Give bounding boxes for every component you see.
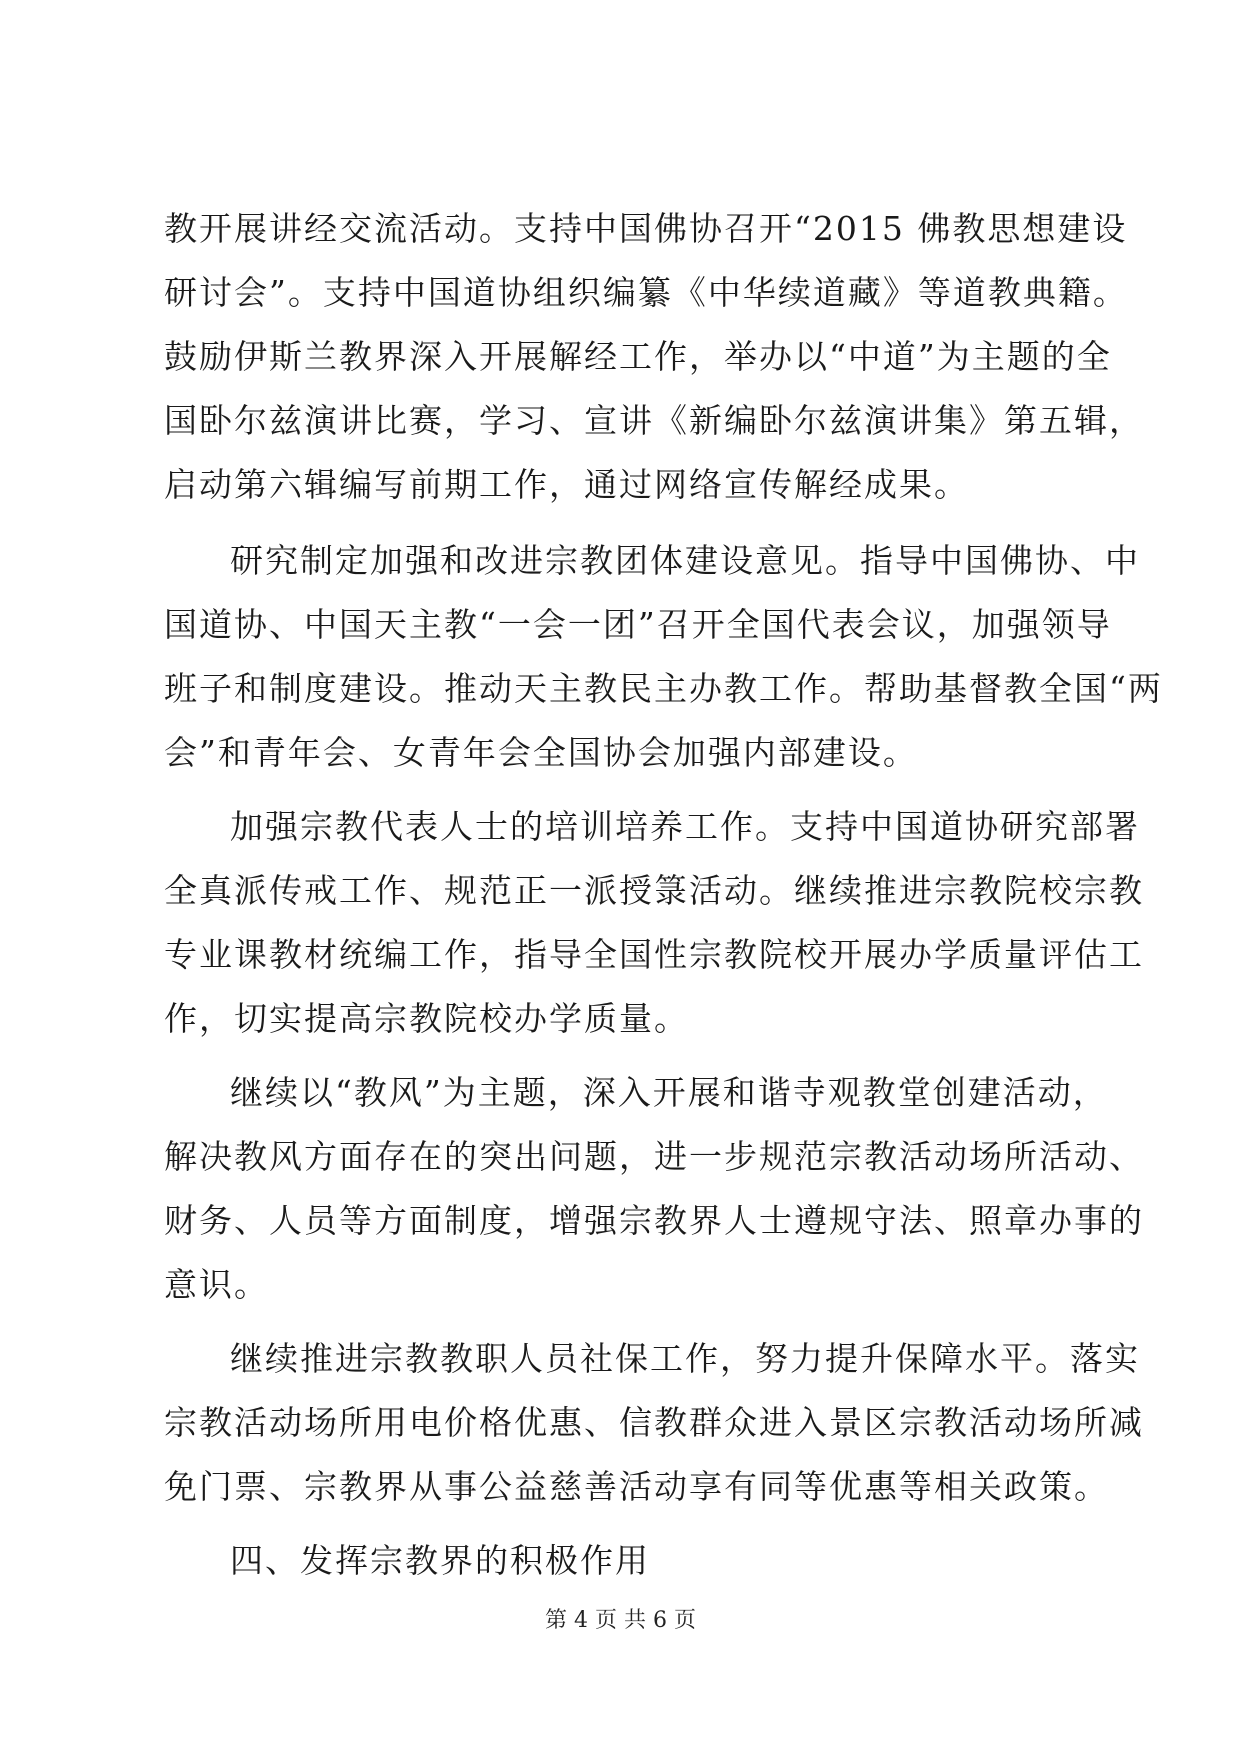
paragraph-line: 继续以“教风”为主题，深入开展和谐寺观教堂创建活动，: [230, 1073, 1108, 1112]
paragraph-line: 加强宗教代表人士的培训培养工作。支持中国道协研究部署: [230, 807, 1140, 846]
paragraph-line: 专业课教材统编工作，指导全国性宗教院校开展办学质量评估工: [164, 935, 1144, 974]
paragraph-line: 免门票、宗教界从事公益慈善活动享有同等优惠等相关政策。: [164, 1467, 1109, 1506]
section-heading: 四、发挥宗教界的积极作用: [230, 1541, 650, 1580]
paragraph-line: 启动第六辑编写前期工作，通过网络宣传解经成果。: [164, 465, 969, 504]
paragraph-line: 意识。: [164, 1265, 269, 1304]
paragraph-line: 全真派传戒工作、规范正一派授箓活动。继续推进宗教院校宗教: [164, 871, 1144, 910]
paragraph-line: 继续推进宗教教职人员社保工作，努力提升保障水平。落实: [230, 1339, 1140, 1378]
paragraph-line: 宗教活动场所用电价格优惠、信教群众进入景区宗教活动场所减: [164, 1403, 1144, 1442]
paragraph-line: 解决教风方面存在的突出问题，进一步规范宗教活动场所活动、: [164, 1137, 1144, 1176]
paragraph-line: 研究制定加强和改进宗教团体建设意见。指导中国佛协、中: [230, 541, 1140, 580]
paragraph-line: 国道协、中国天主教“一会一团”召开全国代表会议，加强领导: [164, 605, 1112, 644]
paragraph-line: 作，切实提高宗教院校办学质量。: [164, 999, 689, 1038]
paragraph-line: 教开展讲经交流活动。支持中国佛协召开“2015 佛教思想建设: [164, 209, 1128, 248]
paragraph-line: 会”和青年会、女青年会全国协会加强内部建设。: [164, 733, 918, 772]
paragraph-line: 财务、人员等方面制度，增强宗教界人士遵规守法、照章办事的: [164, 1201, 1144, 1240]
paragraph-line: 班子和制度建设。推动天主教民主办教工作。帮助基督教全国“两: [164, 669, 1163, 708]
paragraph-line: 研讨会”。支持中国道协组织编纂《中华续道藏》等道教典籍。: [164, 273, 1128, 312]
paragraph-line: 鼓励伊斯兰教界深入开展解经工作，举办以“中道”为主题的全: [164, 337, 1112, 376]
paragraph-line: 国卧尔兹演讲比赛，学习、宣讲《新编卧尔兹演讲集》第五辑，: [164, 401, 1144, 440]
page-number-footer: 第 4 页 共 6 页: [545, 1608, 696, 1633]
